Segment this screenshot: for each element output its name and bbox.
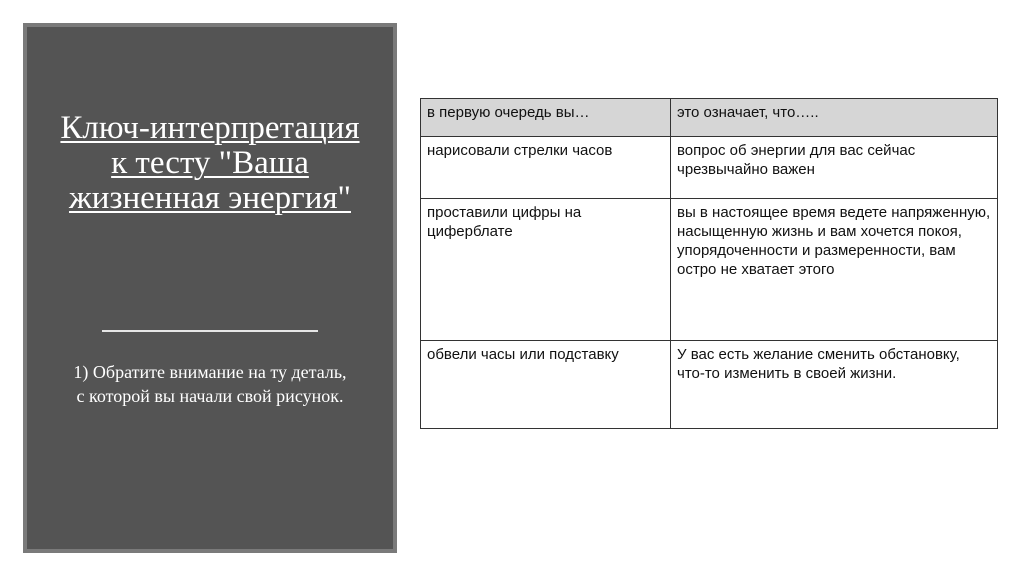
row-meaning: У вас есть желание сменить обстановку, что-то изменить в своей жизни. xyxy=(671,341,998,429)
title-divider xyxy=(102,330,318,332)
row-meaning: вы в настоящее время ведете напряженную, насыщенную жизнь и вам хочется покоя, упорядоченности и размеренности, вам остро не хватает этого xyxy=(671,199,998,341)
instruction-text: 1) Обратите внимание на ту деталь, с которой вы начали свой рисунок. xyxy=(73,362,347,406)
table-row xyxy=(421,341,998,429)
title-panel xyxy=(23,23,397,553)
row-meaning: вопрос об энергии для вас сейчас чрезвычайно важен xyxy=(671,137,998,199)
table-row xyxy=(421,137,998,199)
interpretation-table xyxy=(420,98,998,429)
header-meaning: это означает, что….. xyxy=(671,99,998,137)
table-header-row xyxy=(421,99,998,137)
header-action: в первую очередь вы… xyxy=(421,99,671,137)
row-action: проставили цифры на циферблате xyxy=(421,199,671,341)
table-row xyxy=(421,199,998,341)
row-action: обвели часы или подставку xyxy=(421,341,671,429)
row-action: нарисовали стрелки часов xyxy=(421,137,671,199)
slide-title: Ключ-интерпретация к тесту "Ваша жизненная энергия" xyxy=(60,110,360,216)
